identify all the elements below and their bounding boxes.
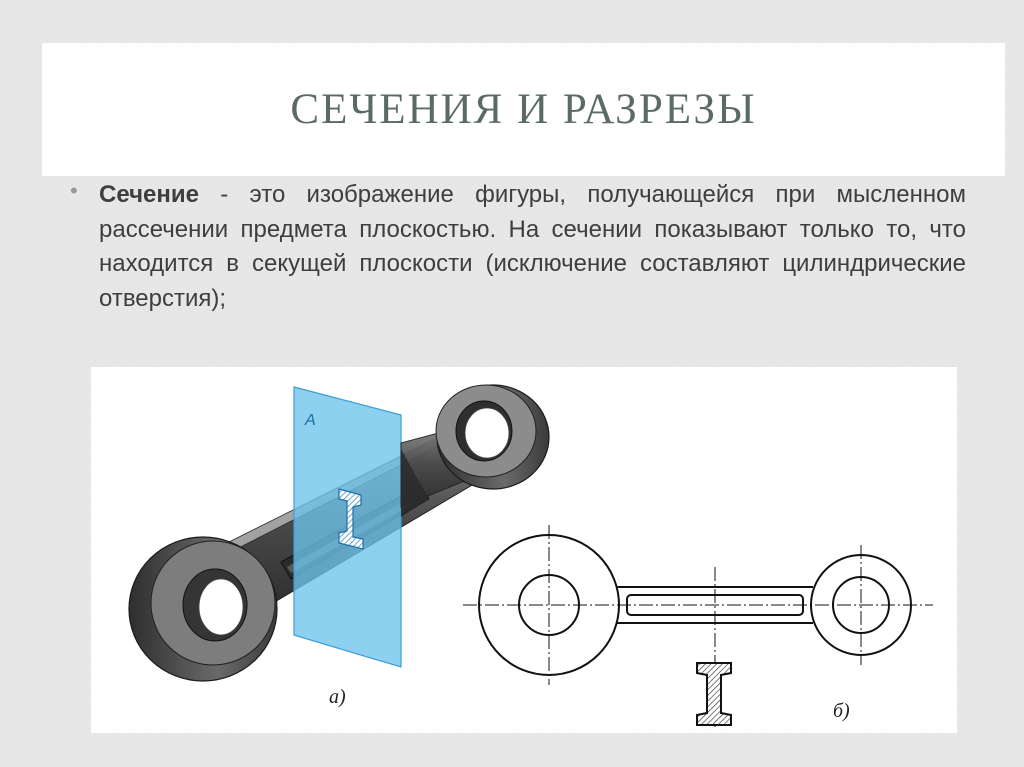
caption-a: а) (329, 686, 346, 708)
plane-label: A (305, 412, 316, 429)
right-boss (436, 385, 549, 489)
section-figure (91, 367, 957, 733)
slide-title: СЕЧЕНИЯ И РАЗРЕЗЫ (290, 86, 757, 133)
left-boss (129, 537, 277, 681)
cutting-plane (294, 387, 401, 667)
figure-svg (91, 367, 957, 733)
bullet-icon: • (70, 178, 78, 203)
definition: - это изображение фигуры, получающейся при мысленном рассечении предмета плоскостью. На сечении показывают только то, что находится в секущей плоскости (исключение составляют цилиндрические отверстия); (99, 181, 966, 312)
slide (12, 12, 1012, 755)
bullet-text (99, 178, 966, 316)
term: Сечение (99, 181, 199, 208)
title-box (42, 43, 1005, 176)
caption-b: б) (833, 700, 850, 722)
removed-section-profile (697, 663, 731, 725)
